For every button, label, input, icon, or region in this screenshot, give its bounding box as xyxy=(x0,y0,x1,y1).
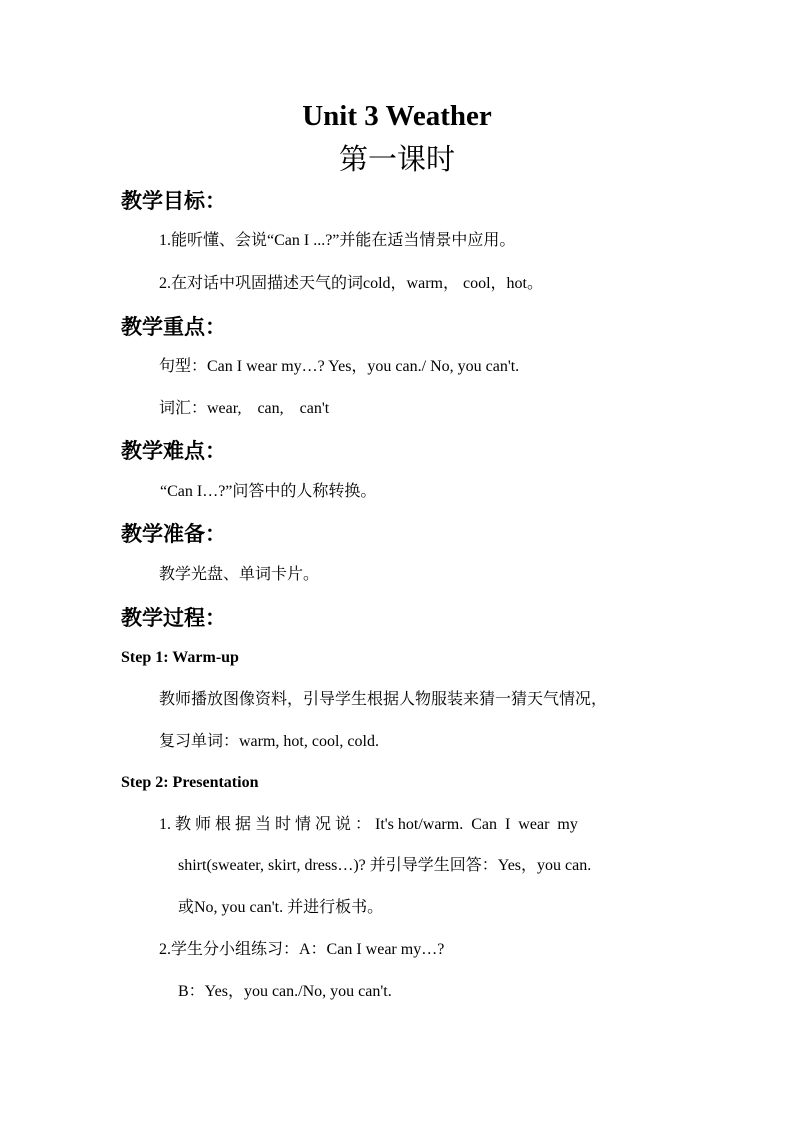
step2-item2-line: 2.学生分小组练习：A：Can I wear my…? xyxy=(159,941,445,958)
step2-item1-line: 或No, you can't. 并进行板书。 xyxy=(178,899,384,916)
step2-title: Step 2: Presentation xyxy=(121,774,259,791)
step1-title: Step 1: Warm-up xyxy=(121,649,239,666)
lesson-subtitle: 第一课时 xyxy=(338,142,455,176)
step2-item2-line: B：Yes，you can./No, you can't. xyxy=(178,983,392,1000)
document-title: Unit 3 Weather xyxy=(302,100,492,132)
objectives-heading: 教学目标： xyxy=(121,189,226,213)
step2-item1-line: shirt(sweater, skirt, dress…)? 并引导学生回答：Yes，you can. xyxy=(178,857,592,874)
step1-line: 复习单词：warm, hot, cool, cold. xyxy=(159,733,379,750)
key-point-vocabulary: 词汇：wear, can, can't xyxy=(159,400,330,417)
objective-item: 2.在对话中巩固描述天气的词cold，warm， cool，hot。 xyxy=(159,275,543,292)
difficulty-item: “Can I…?”问答中的人称转换。 xyxy=(160,483,377,500)
objective-item: 1.能听懂、会说“Can I ...?”并能在适当情景中应用。 xyxy=(159,232,516,249)
process-heading: 教学过程： xyxy=(121,606,226,630)
preparation-item: 教学光盘、单词卡片。 xyxy=(159,566,320,583)
key-point-sentence: 句型：Can I wear my…? Yes，you can./ No, you can't. xyxy=(159,358,520,375)
step2-item1-line: 1. 教 师 根 据 当 时 情 况 说 ： It's hot/warm. Can I wear my xyxy=(159,816,578,833)
key-points-heading: 教学重点： xyxy=(121,315,226,339)
difficulties-heading: 教学难点： xyxy=(121,439,226,463)
preparation-heading: 教学准备： xyxy=(121,522,226,546)
step1-line: 教师播放图像资料，引导学生根据人物服装来猜一猜天气情况， xyxy=(159,691,608,708)
